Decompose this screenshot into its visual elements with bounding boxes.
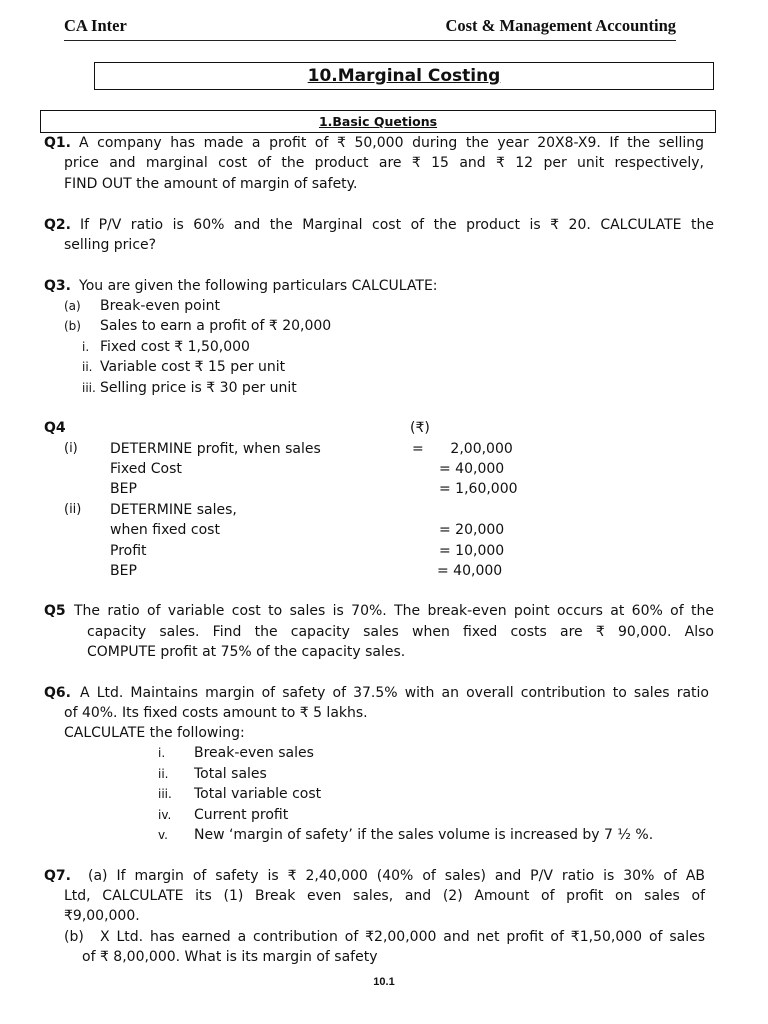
q3-iii-label: iii. [82, 381, 96, 395]
q1-number: Q1. [44, 135, 71, 151]
q3-b-label: (b) [64, 319, 81, 333]
q3-ii-text: Variable cost ₹ 15 per unit [100, 359, 286, 375]
q6-number: Q6. [44, 685, 71, 701]
q5-line-3: COMPUTE profit at 75% of the capacity sales. [87, 644, 406, 660]
q4-i-text: DETERMINE profit, when sales [110, 441, 321, 457]
q2-line-2: selling price? [64, 237, 157, 253]
q4-bep1-label: BEP [110, 481, 137, 497]
q3-iii-text: Selling price is ₹ 30 per unit [100, 380, 297, 396]
page-number: 10.1 [373, 976, 395, 988]
section-title: 1.Basic Quetions [318, 114, 438, 129]
q3-ii-label: ii. [82, 360, 93, 374]
chapter-title: 10.Marginal Costing [307, 66, 501, 86]
q3-a-label: (a) [64, 299, 81, 313]
q6-item-label: v. [158, 828, 168, 842]
q4-profit-value: = 10,000 [439, 543, 505, 559]
q5-line-2: capacity sales. Find the capacity sales when fixed costs are ₹ 90,000. Also [87, 624, 714, 640]
q5-number: Q5 [44, 603, 66, 619]
q3-intro: You are given the following particulars CALCULATE: [79, 278, 438, 294]
q4-i-value: = 2,00,000 [412, 441, 513, 457]
q3-i-label: i. [82, 340, 90, 354]
q2-line-1: If P/V ratio is 60% and the Marginal cost of the product is ₹ 20. CALCULATE the [80, 217, 714, 233]
q6-line-1: A Ltd. Maintains margin of safety of 37.5% with an overall contribution to sales ratio [80, 685, 709, 701]
q6-item-label: i. [158, 746, 166, 760]
q4-fixed-cost-label: Fixed Cost [110, 461, 182, 477]
page-header [64, 16, 676, 41]
q4-fixed-cost-value: = 40,000 [439, 461, 505, 477]
q3-number: Q3. [44, 278, 71, 294]
q6-item-label: ii. [158, 767, 169, 781]
q4-bep2-label: BEP [110, 563, 137, 579]
q4-number: Q4 [44, 420, 66, 436]
q4-ii-sub: when fixed cost [110, 522, 220, 538]
q7-b-line-1: X Ltd. has earned a contribution of ₹2,00,000 and net profit of ₹1,50,000 of sales [100, 929, 705, 945]
q5-line-1: The ratio of variable cost to sales is 70%. The break-even point occurs at 60% of the [74, 603, 714, 619]
q4-profit-label: Profit [110, 543, 147, 559]
q6-item-text: Total variable cost [194, 786, 322, 802]
q4-ii-label: (ii) [64, 502, 82, 517]
q7-line-2: Ltd, CALCULATE its (1) Break even sales, and (2) Amount of profit on sales of [64, 888, 705, 904]
q6-item-label: iii. [158, 787, 172, 801]
q7-line-1: (a) If margin of safety is ₹ 2,40,000 (40% of sales) and P/V ratio is 30% of AB [88, 868, 705, 884]
q1-line-2: price and marginal cost of the product are ₹ 15 and ₹ 12 per unit respectively, [64, 155, 704, 171]
q1-line-1: A company has made a profit of ₹ 50,000 during the year 20X8-X9. If the selling [79, 135, 704, 151]
q3-b-text: Sales to earn a profit of ₹ 20,000 [100, 318, 332, 334]
q6-line-3: CALCULATE the following: [64, 725, 245, 741]
q3-a-text: Break-even point [100, 298, 220, 314]
q7-b-line-2: of ₹ 8,00,000. What is its margin of safety [82, 949, 378, 965]
q7-line-3: ₹9,00,000. [64, 908, 140, 924]
q4-ii-fixed-cost-value: = 20,000 [439, 522, 505, 538]
q6-line-2: of 40%. Its fixed costs amount to ₹ 5 lakhs. [64, 705, 368, 721]
header-subject: Cost & Management Accounting [445, 16, 676, 35]
q4-bep2-value: = 40,000 [437, 563, 503, 579]
q6-item-label: iv. [158, 808, 172, 822]
chapter-title-box [94, 62, 714, 90]
q6-item-text: Total sales [194, 766, 267, 782]
header-course: CA Inter [64, 16, 127, 35]
q4-ii-text: DETERMINE sales, [110, 502, 237, 518]
q7-b-label: (b) [64, 929, 84, 945]
q4-i-label: (i) [64, 441, 78, 456]
q2-number: Q2. [44, 217, 71, 233]
q6-item-text: Break-even sales [194, 745, 314, 761]
q7-number: Q7. [44, 868, 71, 884]
q3-i-text: Fixed cost ₹ 1,50,000 [100, 339, 250, 355]
section-title-box [40, 110, 716, 133]
q6-item-text: Current profit [194, 807, 289, 823]
q1-line-3: FIND OUT the amount of margin of safety. [64, 176, 358, 192]
q6-item-text: New ‘margin of safety’ if the sales volume is increased by 7 ½ %. [194, 827, 654, 843]
q4-currency: (₹) [410, 420, 430, 436]
q4-bep1-value: = 1,60,000 [439, 481, 518, 497]
